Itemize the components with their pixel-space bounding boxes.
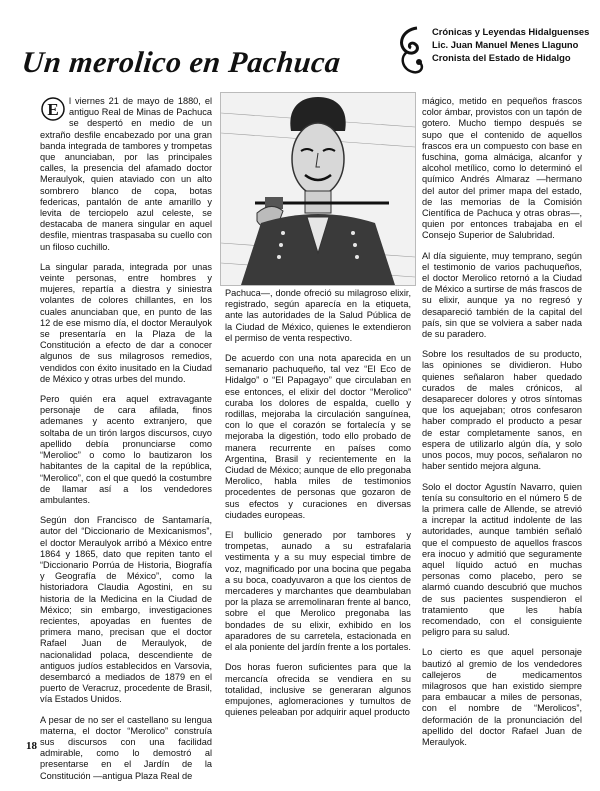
column-3 (422, 96, 582, 757)
header-line-2: Lic. Juan Manuel Menes Llaguno (432, 39, 579, 51)
dropcap (40, 96, 66, 122)
header-line-1: Crónicas y Leyendas Hidalguenses (432, 26, 590, 37)
paragraph: Dos horas fueron suficientes para que la mercancía ofrecida se vendiera en su totalidad, inclusive se generaran algunos empujones, aglomeraciones y tumultos de quienes peleaban por adquirir aquel producto (225, 662, 411, 718)
paragraph: Pero quién era aquel extravagante personaje de cara afilada, finos ademanes y acento extranjero, que soltaba de un tirón largos discursos, cuyo apellido debía pronunciarse como “Merolioc” o como lo bautizaron los habitantes de la capital de la república, “Merolico”, con el que quedó la costumbre de llamar así a los vendedores ambulantes. (40, 394, 212, 505)
paragraph: Solo el doctor Agustín Navarro, quien tenía su consultorio en el número 5 de la primera calle de Allende, se atrevió a increpar la actitud indolente de las autoridades, aunque también señaló que el compuesto de aquellos frascos era inocuo y admitió que seguramente aquel líquido actuó en muchas personas como placebo, pero se alarmó cuando descubrió que muchos de sus pacientes suspendieron el tratamiento que les había recomendado, con el consiguiente peligro para su salud. (422, 481, 582, 638)
paragraph: Pachuca—, donde ofreció su milagroso elixir, registrado, según aparecía en la etiqueta, ante las autoridades de la Salud Pública de la Ciudad de México, quienes le extendieron el permiso de venta respectivo. (225, 288, 411, 343)
paragraph: La singular parada, integrada por unas veinte personas, entre hombres y mujeres, repartía a diestra y siniestra volantes de colores chillantes, en los cuales anunciaban que, en punto de las 12 de ese mismo día, el doctor Meraulyok se presentaría en la Plaza de la Constitución a efecto de dar a conocer algunos de sus milagrosos remedios, vendidos con éxito inusitado en la Ciudad de México y otras urbes del mundo. (40, 261, 212, 384)
paragraph (40, 96, 212, 253)
paragraph: A pesar de no ser el castellano su lengua materna, el doctor “Merolico” construía sus discursos con una facilidad admirable, como lo demostró al presentarse en el Jardín de la Constitución —antigua Plaza Real de (40, 714, 212, 781)
paragraph: De acuerdo con una nota aparecida en un semanario pachuqueño, tal vez “El Eco de Hidalgo” o “El Papagayo” que circulaban en ese entonces, el elixir del doctor “Merolico” curaba los dolores de espalda, cuello y rodillas, mejoraba la circulación sanguínea, con lo que el corazón se fortalecía y se mejoraba la digestión, todo ello probado de manera recurrente en países como Argentina, Brasil y recientemente en la Ciudad de México; aunque de ello pregonaba Merolico, habla miles de testimonios procedentes de personas que gozaron de sus efectos y curaciones en diversas ciudades europeas. (225, 353, 411, 520)
paragraph: Al día siguiente, muy temprano, según el testimonio de varios pachuqueños, el doctor Merolico retornó a la Ciudad de México a surtirse de más frascos de su elixir, aunque ya no regresó y desapareció también de la capital del país, sin que se volviera a saber nada de su paradero. (422, 250, 582, 340)
dropcap-letter: E (47, 100, 59, 119)
header-line-3: Cronista del Estado de Hidalgo (432, 52, 571, 64)
paragraph: Sobre los resultados de su producto, las opiniones se dividieron. Hubo quienes señalaron haber quedado curados de males crónicos, al desaparecer dolores y otros síntomas que los aquejaban; otros confesaron haber comprado el producto a pesar de estar completamente sanos, en espera de utilizarlo algún día, y solo unos pocos, muy pocos, señalaron no haber sentido mejora alguna. (422, 349, 582, 472)
paragraph-text: l viernes 21 de mayo de 1880, el antiguo Real de Minas de Pachuca se despertó en medio de un extraño desfile encabezado por una gran banda integrada de tambores y trompetas que anunciaban, por las principales calles, la presencia del afamado doctor Meraulyok, quien ataviado con un alto sombrero blanco de copa, botas federicas, pantalón de ante amarillo y levita de terciopelo azul celeste, se destacaba de manera singular en aquel desfile, mientras traspasaba su cuello con un filoso cuchillo. (40, 96, 212, 252)
paragraph: mágico, metido en pequeños frascos color ámbar, provistos con un tapón de gotero. Mucho tiempo después se supo que el contenido de aquellos frascos era un compuesto con base en fuschina, goma almáciga, alcanfor y alcohol metílico, como lo determinó el químico Andrés Almaraz —hermano del autor del primer mapa del estado, de las memorias de la Comisión Científica de Pachuca y otras obras—, quien por entonces trabajaba en el Consejo Superior de Salubridad. (422, 96, 582, 241)
scroll-ornament-icon (393, 24, 427, 76)
paragraph: El bullicio generado por tambores y trompetas, aunado a su estrafalaria vestimenta y a su muy especial timbre de voz, magnificado por una bocina que pegaba a su boca, coadyuvaron a que los cientos de mercaderes y marchantes que deambulaban por la plaza se arremolinaran frente al banco, sobre el que Merolico pregonaba las bondades de su elixir, exhibido en los aparadores de su carretela, estacionada en el ala poniente del jardín frente a los portales. (225, 530, 411, 653)
paragraph: Lo cierto es que aquel personaje bautizó al gremio de los vendedores callejeros de medicamentos milagrosos que han existido siempre para embaucar a miles de personas, con el nombre de “Merolicos”, deformación de la pronunciación del apellido del doctor Rafael Juan de Meraulyok. (422, 647, 582, 747)
merolico-portrait-illustration (220, 92, 416, 286)
column-2 (225, 288, 411, 727)
column-1 (40, 96, 212, 791)
header-credits (432, 25, 592, 65)
page-title: Un merolico en Pachuca (20, 46, 343, 79)
page-number: 18 (26, 740, 37, 752)
paragraph: Según don Francisco de Santamaría, autor del “Diccionario de Mexicanismos”, el doctor Meraulyok arribó a México entre 1864 y 1865, dato que repiten tanto el “Diccionario Porrúa de Historia, Biografía y Geografía de México”, como la historiadora Claudia Agostini, en su historia de la Medicina en la Ciudad de México; sin embargo, investigaciones recientes, apoyadas en fuentes de primera mano, precisan que el doctor Rafael Juan de Meraulyok, de nacionalidad polaca, descendiente de antiguos judíos establecidos en Varsovia, desembarcó a mediados de 1879 en el puerto de Veracruz, procedente de Brasil, vía Estados Unidos. (40, 515, 212, 705)
